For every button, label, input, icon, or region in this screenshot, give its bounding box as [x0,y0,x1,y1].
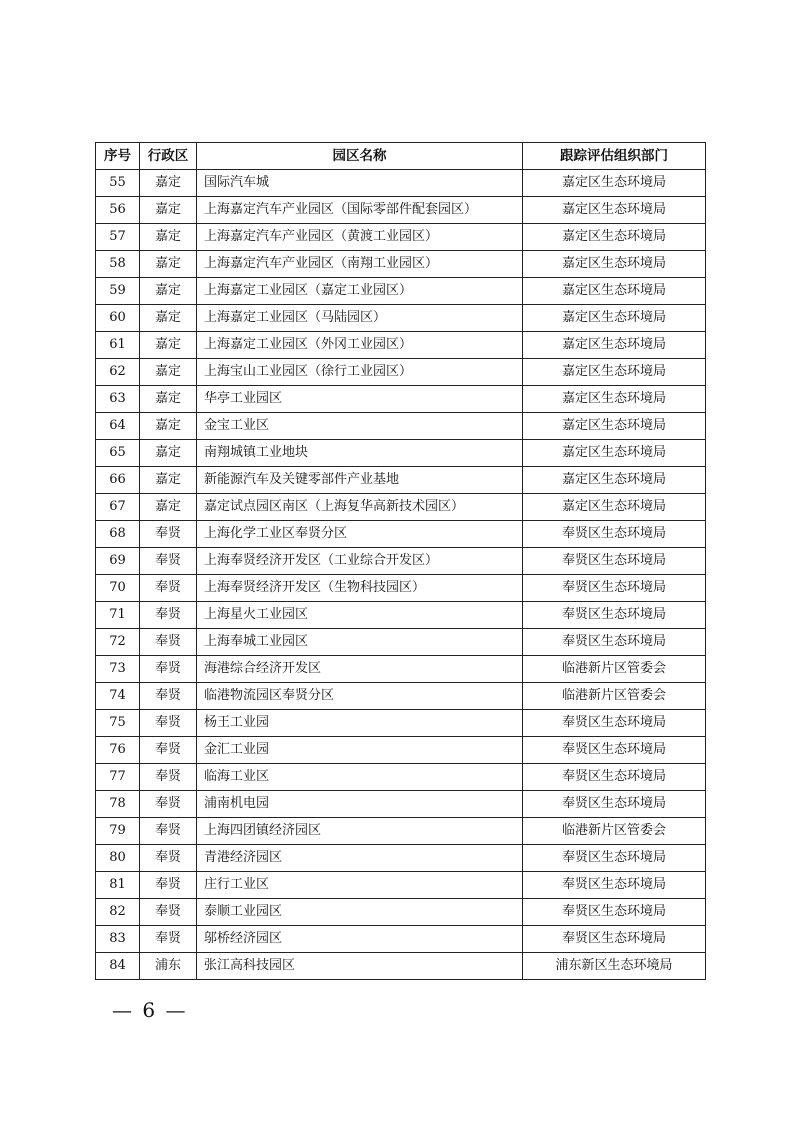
cell-district: 奉贤 [140,656,197,683]
cell-park-name: 上海嘉定汽车产业园区（南翔工业园区） [197,251,523,278]
header-serial-number: 序号 [96,143,140,170]
cell-park-name: 庄行工业区 [197,872,523,899]
park-table [95,142,706,980]
header-department: 跟踪评估组织部门 [523,143,706,170]
cell-park-name: 上海宝山工业园区（徐行工业园区） [197,359,523,386]
cell-serial-number: 68 [96,521,140,548]
cell-park-name: 邬桥经济园区 [197,926,523,953]
cell-park-name: 上海嘉定工业园区（马陆园区） [197,305,523,332]
cell-department: 奉贤区生态环境局 [523,548,706,575]
cell-district: 奉贤 [140,872,197,899]
cell-serial-number: 55 [96,170,140,197]
cell-department: 嘉定区生态环境局 [523,170,706,197]
cell-district: 奉贤 [140,602,197,629]
table-row [96,737,706,764]
cell-park-name: 临港物流园区奉贤分区 [197,683,523,710]
cell-park-name: 新能源汽车及关键零部件产业基地 [197,467,523,494]
cell-department: 嘉定区生态环境局 [523,413,706,440]
cell-district: 奉贤 [140,683,197,710]
cell-department: 奉贤区生态环境局 [523,710,706,737]
table-row [96,197,706,224]
table-row [96,467,706,494]
cell-district: 嘉定 [140,305,197,332]
cell-serial-number: 58 [96,251,140,278]
cell-district: 嘉定 [140,197,197,224]
cell-serial-number: 79 [96,818,140,845]
cell-district: 嘉定 [140,386,197,413]
cell-park-name: 青港经济园区 [197,845,523,872]
table-row [96,305,706,332]
table-row [96,710,706,737]
cell-district: 嘉定 [140,278,197,305]
cell-serial-number: 70 [96,575,140,602]
cell-park-name: 南翔城镇工业地块 [197,440,523,467]
cell-serial-number: 62 [96,359,140,386]
table-row [96,251,706,278]
cell-department: 奉贤区生态环境局 [523,575,706,602]
cell-park-name: 国际汽车城 [197,170,523,197]
cell-district: 奉贤 [140,764,197,791]
table-row [96,845,706,872]
page-number: — 6 — [112,998,188,1022]
cell-serial-number: 80 [96,845,140,872]
cell-department: 嘉定区生态环境局 [523,197,706,224]
cell-park-name: 泰顺工业园区 [197,899,523,926]
cell-district: 嘉定 [140,494,197,521]
table-row [96,818,706,845]
table-row [96,602,706,629]
cell-park-name: 上海奉城工业园区 [197,629,523,656]
table-row [96,629,706,656]
cell-serial-number: 73 [96,656,140,683]
cell-park-name: 上海嘉定汽车产业园区（黄渡工业园区） [197,224,523,251]
cell-park-name: 上海嘉定汽车产业园区（国际零部件配套园区） [197,197,523,224]
table-header-row [96,143,706,170]
cell-park-name: 海港综合经济开发区 [197,656,523,683]
cell-serial-number: 72 [96,629,140,656]
cell-district: 嘉定 [140,440,197,467]
cell-department: 奉贤区生态环境局 [523,899,706,926]
cell-park-name: 上海化学工业区奉贤分区 [197,521,523,548]
cell-district: 嘉定 [140,170,197,197]
cell-department: 临港新片区管委会 [523,683,706,710]
cell-serial-number: 61 [96,332,140,359]
cell-department: 奉贤区生态环境局 [523,926,706,953]
table-row [96,575,706,602]
cell-department: 嘉定区生态环境局 [523,278,706,305]
table-row [96,899,706,926]
cell-park-name: 上海奉贤经济开发区（生物科技园区） [197,575,523,602]
cell-serial-number: 60 [96,305,140,332]
table-row [96,332,706,359]
table-row [96,278,706,305]
cell-serial-number: 69 [96,548,140,575]
cell-department: 嘉定区生态环境局 [523,494,706,521]
cell-department: 嘉定区生态环境局 [523,359,706,386]
table-row [96,656,706,683]
cell-park-name: 上海星火工业园区 [197,602,523,629]
cell-park-name: 临海工业区 [197,764,523,791]
cell-department: 奉贤区生态环境局 [523,737,706,764]
cell-serial-number: 75 [96,710,140,737]
cell-serial-number: 76 [96,737,140,764]
table-row [96,926,706,953]
cell-district: 嘉定 [140,224,197,251]
cell-department: 奉贤区生态环境局 [523,521,706,548]
cell-park-name: 上海嘉定工业园区（嘉定工业园区） [197,278,523,305]
cell-department: 奉贤区生态环境局 [523,602,706,629]
cell-park-name: 上海嘉定工业园区（外冈工业园区） [197,332,523,359]
cell-district: 嘉定 [140,251,197,278]
table-row [96,791,706,818]
cell-department: 嘉定区生态环境局 [523,305,706,332]
cell-serial-number: 56 [96,197,140,224]
cell-serial-number: 57 [96,224,140,251]
cell-district: 嘉定 [140,413,197,440]
header-park-name: 园区名称 [197,143,523,170]
cell-serial-number: 81 [96,872,140,899]
cell-department: 奉贤区生态环境局 [523,764,706,791]
cell-district: 奉贤 [140,791,197,818]
cell-serial-number: 84 [96,953,140,980]
cell-district: 奉贤 [140,521,197,548]
table-row [96,386,706,413]
cell-department: 嘉定区生态环境局 [523,467,706,494]
table-row [96,872,706,899]
cell-district: 嘉定 [140,467,197,494]
table-row [96,764,706,791]
table-row [96,170,706,197]
cell-department: 临港新片区管委会 [523,656,706,683]
cell-park-name: 华亭工业园区 [197,386,523,413]
cell-district: 奉贤 [140,629,197,656]
cell-department: 嘉定区生态环境局 [523,224,706,251]
cell-district: 奉贤 [140,926,197,953]
table-row [96,683,706,710]
table-row [96,548,706,575]
cell-department: 临港新片区管委会 [523,818,706,845]
header-district: 行政区 [140,143,197,170]
cell-serial-number: 59 [96,278,140,305]
cell-department: 嘉定区生态环境局 [523,440,706,467]
cell-department: 奉贤区生态环境局 [523,791,706,818]
table-body [96,170,706,980]
cell-department: 奉贤区生态环境局 [523,629,706,656]
cell-district: 奉贤 [140,575,197,602]
table-row [96,224,706,251]
cell-park-name: 张江高科技园区 [197,953,523,980]
cell-department: 嘉定区生态环境局 [523,386,706,413]
cell-district: 奉贤 [140,548,197,575]
cell-serial-number: 67 [96,494,140,521]
cell-serial-number: 83 [96,926,140,953]
cell-park-name: 嘉定试点园区南区（上海复华高新技术园区） [197,494,523,521]
table-row [96,521,706,548]
cell-serial-number: 82 [96,899,140,926]
cell-park-name: 上海四团镇经济园区 [197,818,523,845]
cell-department: 奉贤区生态环境局 [523,872,706,899]
cell-district: 奉贤 [140,737,197,764]
cell-serial-number: 63 [96,386,140,413]
cell-district: 奉贤 [140,845,197,872]
cell-park-name: 金宝工业区 [197,413,523,440]
cell-park-name: 上海奉贤经济开发区（工业综合开发区） [197,548,523,575]
table-row [96,494,706,521]
cell-department: 浦东新区生态环境局 [523,953,706,980]
cell-park-name: 杨王工业园 [197,710,523,737]
cell-department: 嘉定区生态环境局 [523,251,706,278]
table-row [96,440,706,467]
cell-district: 奉贤 [140,710,197,737]
cell-serial-number: 77 [96,764,140,791]
cell-serial-number: 66 [96,467,140,494]
cell-district: 嘉定 [140,359,197,386]
cell-district: 浦东 [140,953,197,980]
table-row [96,953,706,980]
cell-department: 奉贤区生态环境局 [523,845,706,872]
cell-park-name: 金汇工业园 [197,737,523,764]
cell-district: 奉贤 [140,899,197,926]
cell-serial-number: 65 [96,440,140,467]
cell-serial-number: 71 [96,602,140,629]
cell-serial-number: 64 [96,413,140,440]
cell-department: 嘉定区生态环境局 [523,332,706,359]
cell-serial-number: 78 [96,791,140,818]
cell-district: 奉贤 [140,818,197,845]
cell-park-name: 浦南机电园 [197,791,523,818]
table-row [96,359,706,386]
cell-district: 嘉定 [140,332,197,359]
cell-serial-number: 74 [96,683,140,710]
table-row [96,413,706,440]
